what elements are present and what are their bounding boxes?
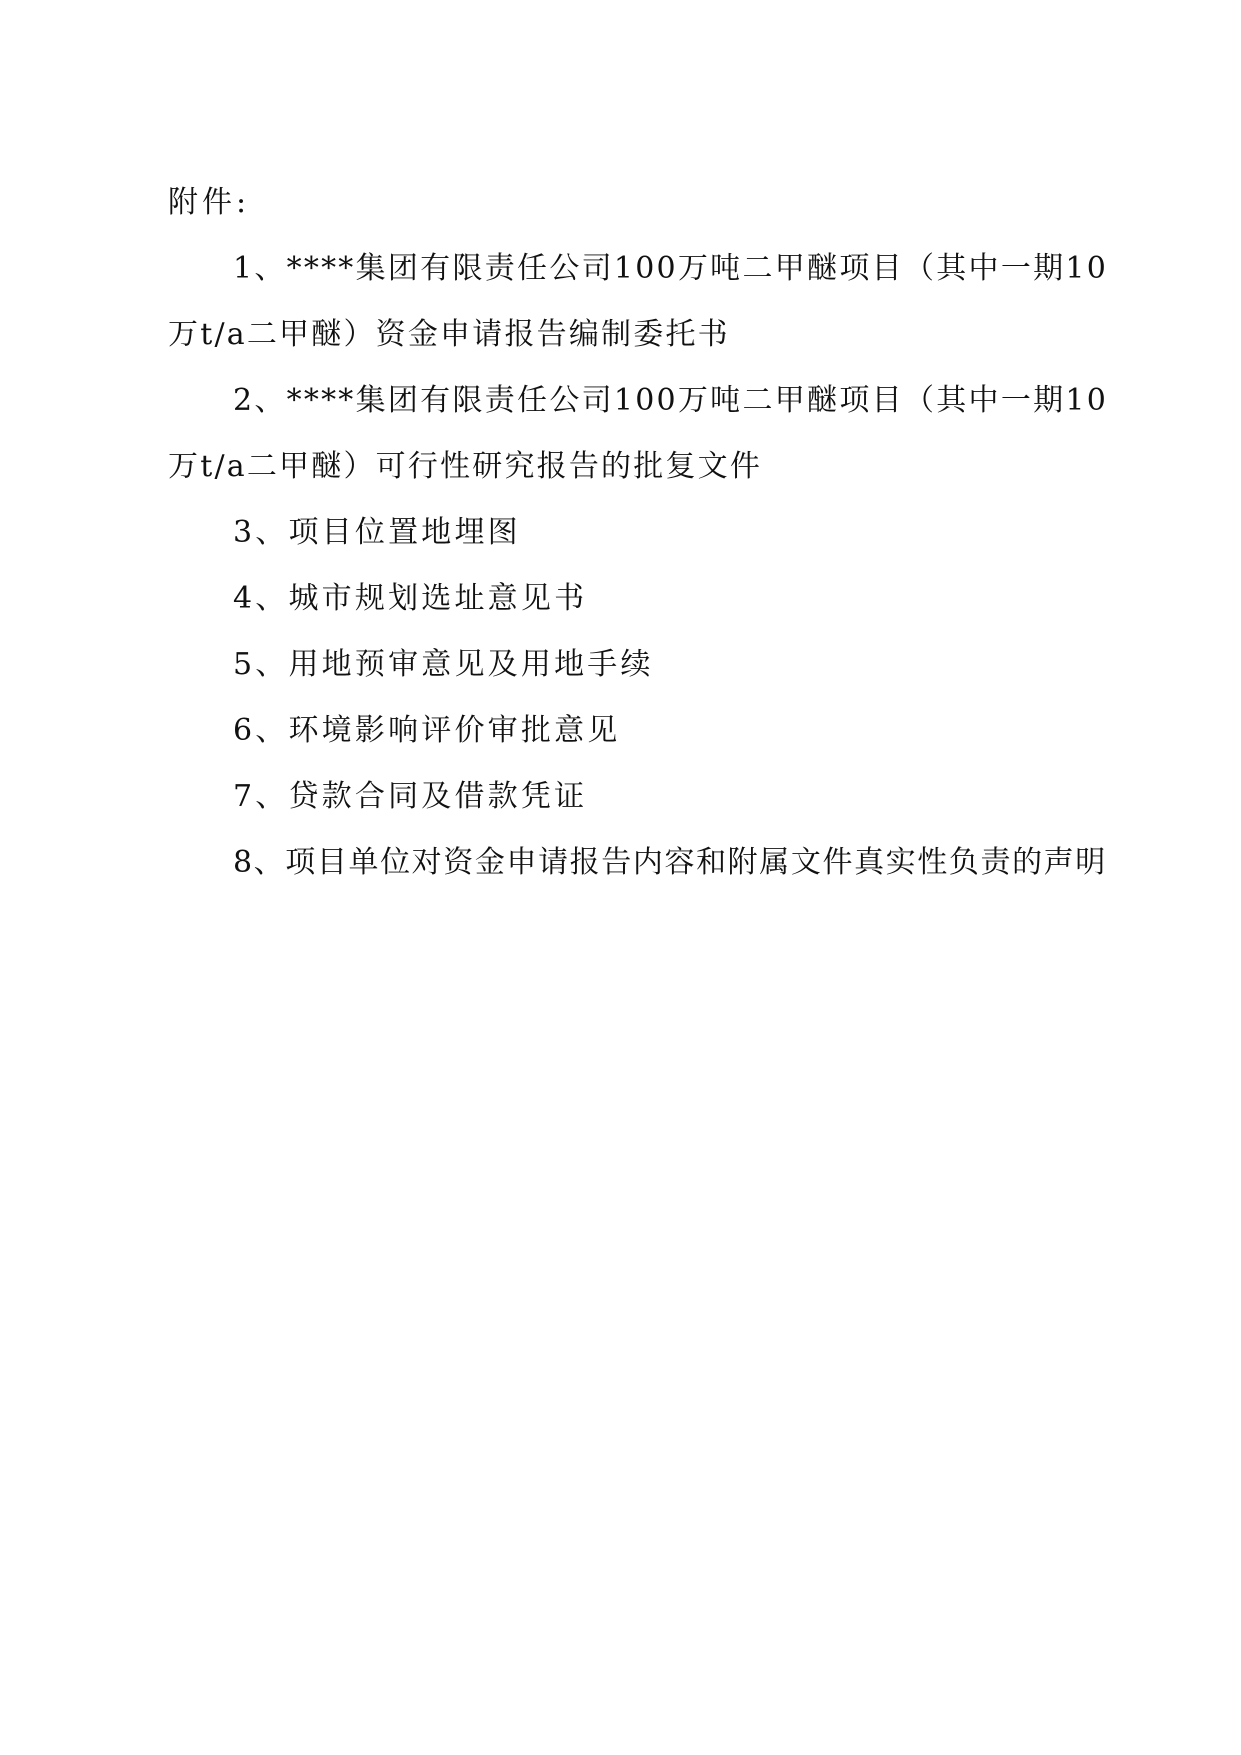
- attachment-item-6: 6、环境影响评价审批意见: [233, 713, 621, 748]
- attachment-item-8: 8、项目单位对资金申请报告内容和附属文件真实性负责的声明: [233, 845, 1107, 880]
- attachment-item-2: 2、****集团有限责任公司100万吨二甲醚项目（其中一期10万t/a二甲醚）可行性研究报告的批复文件: [168, 383, 1108, 484]
- attachments-heading: 附件:: [168, 185, 251, 220]
- attachment-item-3: 3、项目位置地埋图: [233, 515, 521, 550]
- attachment-item-4: 4、城市规划选址意见书: [233, 581, 588, 616]
- attachment-item-1: 1、****集团有限责任公司100万吨二甲醚项目（其中一期10万t/a二甲醚）资金申请报告编制委托书: [168, 251, 1108, 352]
- attachment-section: [168, 170, 1108, 896]
- attachment-item-7: 7、贷款合同及借款凭证: [233, 779, 588, 814]
- attachment-item-5: 5、用地预审意见及用地手续: [233, 647, 654, 682]
